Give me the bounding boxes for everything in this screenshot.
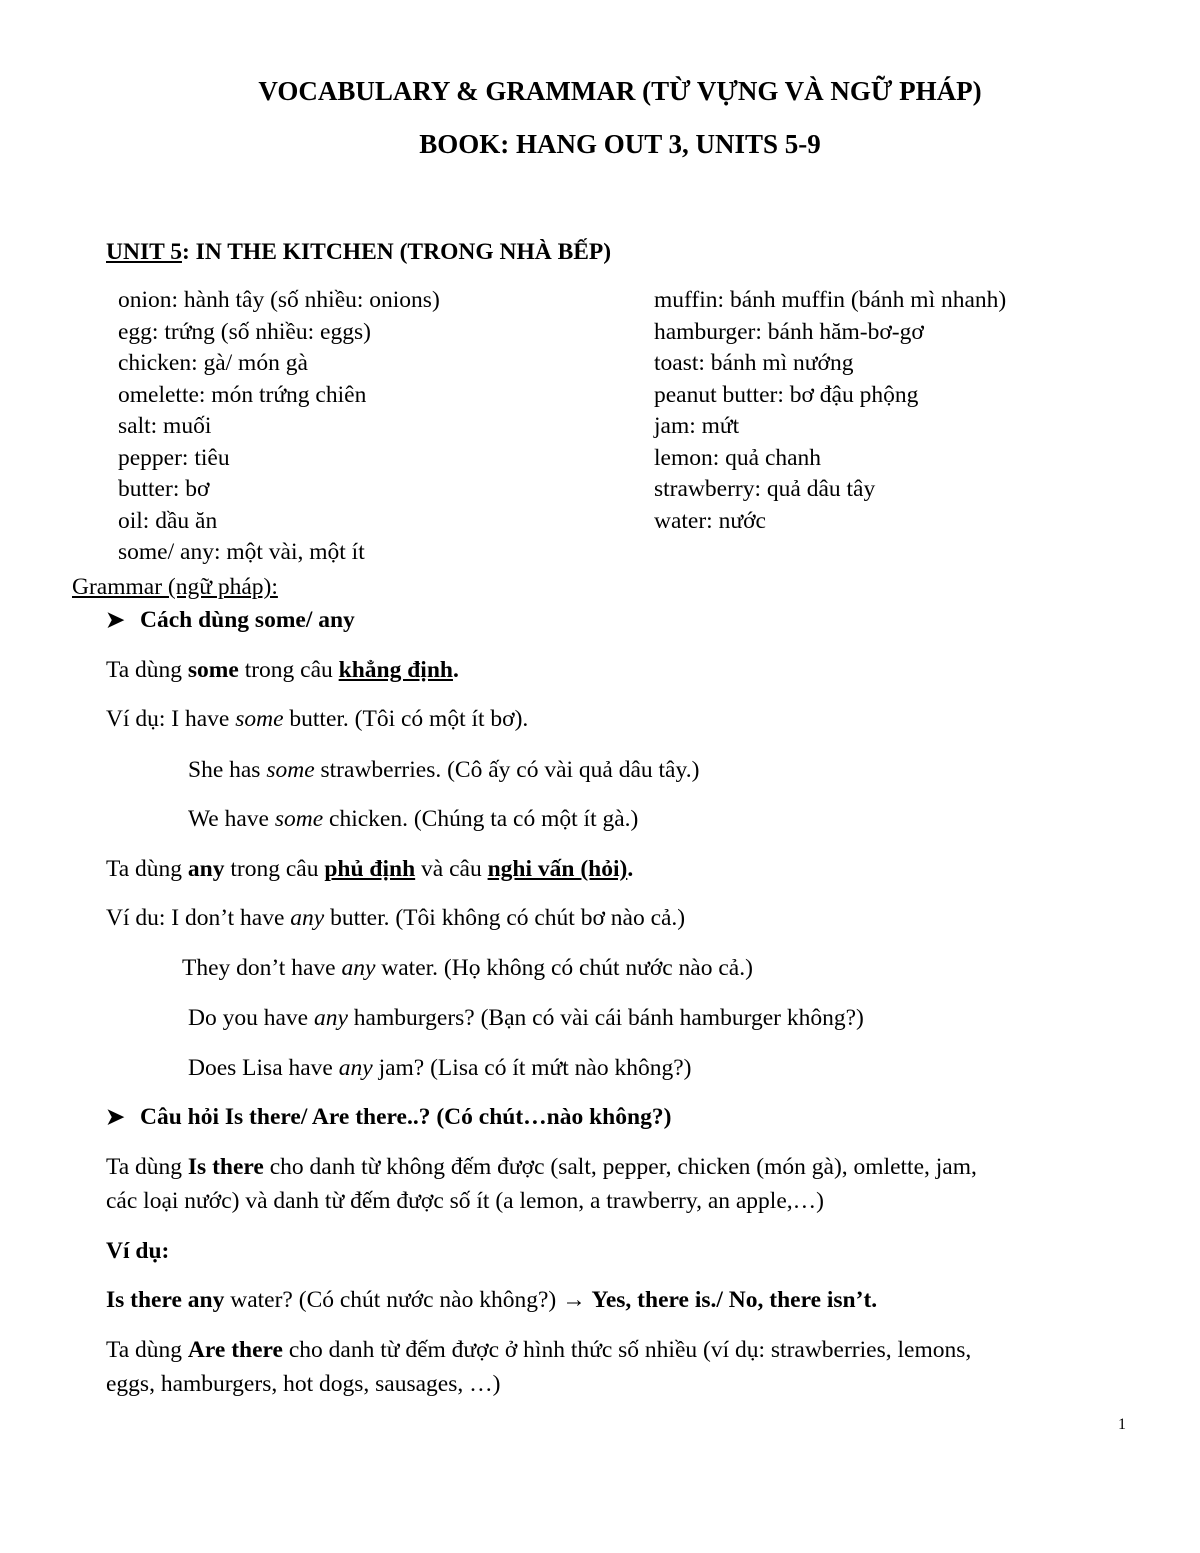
any-example: Do you have any hamburgers? (Bạn có vài cái bánh hamburger không?) <box>188 1005 864 1031</box>
unit-label: UNIT 5 <box>106 239 182 265</box>
vocab-item: butter: bơ <box>118 476 210 502</box>
some-example: Ví dụ: I have some butter. (Tôi có một ít bơ). <box>106 706 529 732</box>
section-title: Cách dùng some/ any <box>140 607 355 633</box>
vocab-item: salt: muối <box>118 413 212 439</box>
vocab-item: oil: dầu ăn <box>118 507 218 534</box>
arrow-bullet-icon: ➤ <box>106 607 125 632</box>
vocab-item: chicken: gà/ món gà <box>118 350 308 376</box>
vocab-item: water: nước <box>654 507 766 534</box>
vocab-list-left <box>118 285 440 569</box>
are-there-rule: Ta dùng Are there cho danh từ đếm được ở hình thức số nhiều (ví dụ: strawberries, lemons, <box>106 1337 972 1363</box>
any-rule: Ta dùng any trong câu phủ định và câu nghi vấn (hỏi). <box>106 856 634 882</box>
is-there-rule: Ta dùng Is there cho danh từ không đếm được (salt, pepper, chicken (món gà), omlette, jam, <box>106 1154 977 1180</box>
grammar-section-is-there <box>106 1102 671 1132</box>
page-number: 1 <box>1118 1416 1126 1433</box>
vocab-item: some/ any: một vài, một ít <box>118 539 365 565</box>
section-title: Câu hỏi Is there/ Are there..? (Có chút…nào không?) <box>140 1104 672 1130</box>
unit-title: : IN THE KITCHEN (TRONG NHÀ BẾP) <box>181 239 612 265</box>
vocab-item: omelette: món trứng chiên <box>118 381 367 408</box>
any-example: Ví du: I don’t have any butter. (Tôi không có chút bơ nào cả.) <box>106 905 686 931</box>
unit-heading <box>106 237 611 267</box>
document-title: VOCABULARY & GRAMMAR (TỪ VỰNG VÀ NGỮ PHÁP) <box>258 76 982 106</box>
vocab-list-right <box>654 285 1006 537</box>
is-there-rule-cont: các loại nước) và danh từ đếm được số ít (a lemon, a trawberry, an apple,…) <box>106 1188 824 1214</box>
some-example: She has some strawberries. (Cô ấy có vài quả dâu tây.) <box>188 757 700 783</box>
vocab-item: pepper: tiêu <box>118 444 230 471</box>
vocab-item: muffin: bánh muffin (bánh mì nhanh) <box>654 287 1007 313</box>
is-there-example: Is there any water? (Có chút nước nào không?) → Yes, there is./ No, there isn’t. <box>106 1287 878 1313</box>
vocab-item: toast: bánh mì nướng <box>654 350 854 376</box>
any-example: Does Lisa have any jam? (Lisa có ít mứt nào không?) <box>188 1055 692 1081</box>
some-rule: Ta dùng some trong câu khẳng định. <box>106 657 459 683</box>
vocab-item: onion: hành tây (số nhiều: onions) <box>118 287 440 313</box>
vocab-item: lemon: quả chanh <box>654 444 822 471</box>
grammar-heading: Grammar (ngữ pháp): <box>72 574 278 600</box>
vocab-item: hamburger: bánh hăm-bơ-gơ <box>654 318 924 345</box>
arrow-bullet-icon: ➤ <box>106 1104 125 1129</box>
any-example: They don’t have any water. (Họ không có chút nước nào cả.) <box>182 955 753 981</box>
some-example: We have some chicken. (Chúng ta có một ít gà.) <box>188 806 639 832</box>
are-there-rule-cont: eggs, hamburgers, hot dogs, sausages, …) <box>106 1371 501 1397</box>
vocab-item: egg: trứng (số nhiều: eggs) <box>118 318 371 345</box>
vocab-item: jam: mứt <box>654 413 740 439</box>
vocab-item: strawberry: quả dâu tây <box>654 476 876 502</box>
vocab-item: peanut butter: bơ đậu phộng <box>654 381 919 408</box>
grammar-section-some-any <box>106 605 355 635</box>
book-subtitle: BOOK: HANG OUT 3, UNITS 5-9 <box>419 129 821 159</box>
example-label: Ví dụ: <box>106 1238 170 1264</box>
